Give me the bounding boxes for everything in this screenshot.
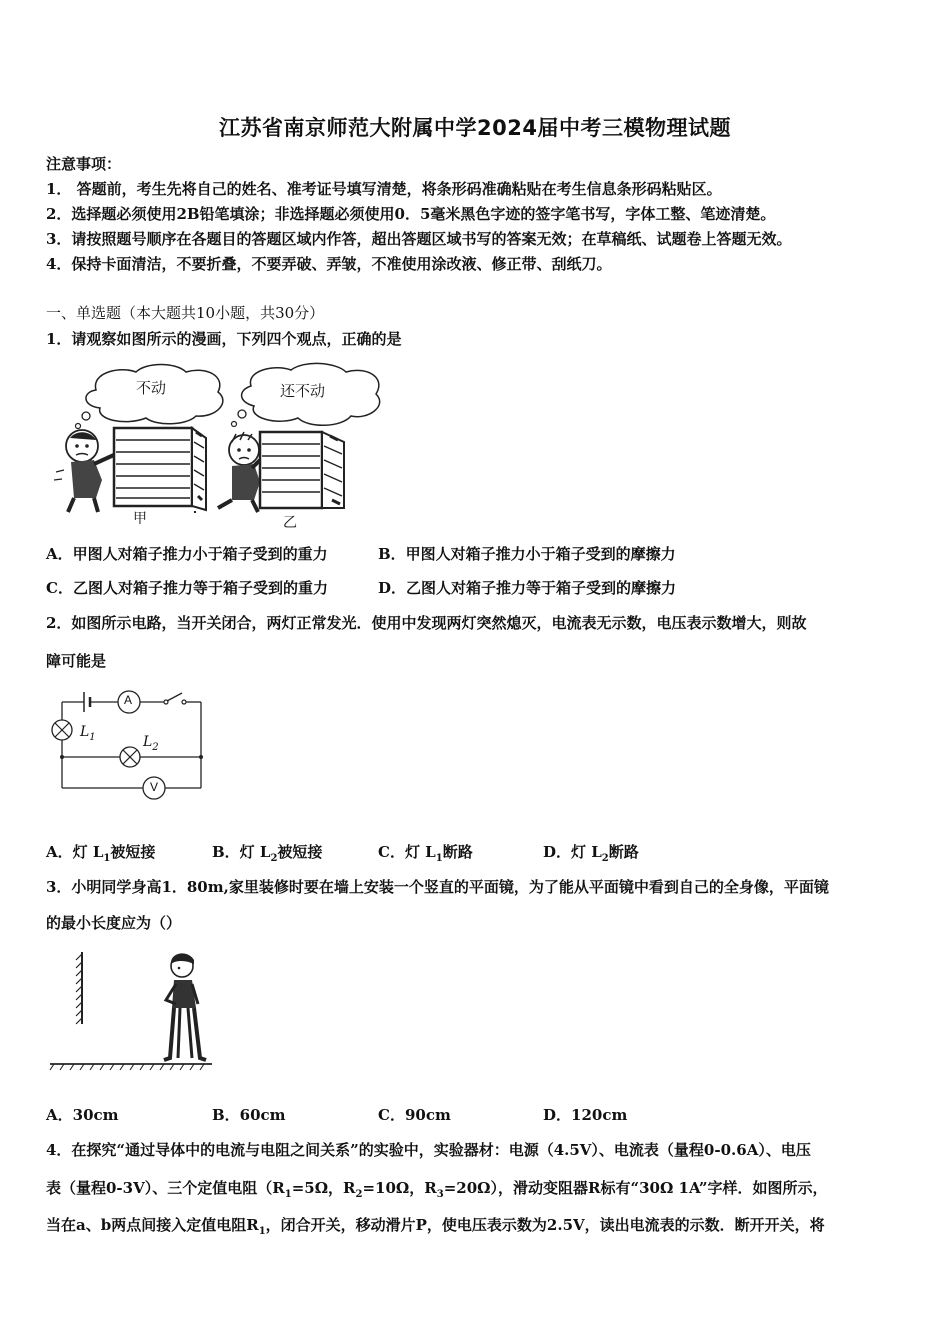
q1-option-b[interactable]: B．甲图人对箱子推力小于箱子受到的摩擦力 bbox=[378, 545, 676, 563]
label-yi: 乙 bbox=[283, 515, 297, 531]
q3-mirror-figure bbox=[48, 946, 218, 1074]
q2-option-d[interactable]: D．灯 $L_2$断路 bbox=[543, 843, 639, 864]
section-heading: 一、单选题（本大题共10小题，共30分） bbox=[46, 304, 325, 322]
q3-stem-line-2: 的最小长度应为（） bbox=[46, 914, 182, 932]
notice-item-2: 2．选择题必须使用2B铅笔填涂；非选择题必须使用0．5毫米黑色字迹的签字笔书写，字体工整、笔迹清楚。 bbox=[46, 205, 776, 223]
q3-option-d[interactable]: D．120cm bbox=[543, 1106, 628, 1124]
q4-line-2: 表（量程0-3V）、三个定值电阻（$R_1=5\Omega$，$R_2=10\Omega$，$R_3=20\Omega$），滑动变阻器R标有“30Ω 1A”字样．如图所示， bbox=[46, 1179, 828, 1200]
notice-item-1: 1． 答题前，考生先将自己的姓名、准考证号填写清楚，将条形码准确粘贴在考生信息条形码粘贴区。 bbox=[46, 180, 722, 198]
q2-option-b[interactable]: B．灯 $L_2$被短接 bbox=[212, 843, 323, 864]
page-title: 江苏省南京师范大附属中学2024届中考三模物理试题 bbox=[219, 116, 731, 140]
q4-line-3: 当在a、b两点间接入定值电阻$R_1$，闭合开关，移动滑片P，使电压表示数为2.5V，读出电流表的示数．断开开关，将 bbox=[46, 1216, 825, 1237]
q1-stem: 1．请观察如图所示的漫画，下列四个观点，正确的是 bbox=[46, 330, 402, 348]
q4-line-1: 4．在探究“通过导体中的电流与电阻之间关系”的实验中，实验器材：电源（4.5V）、电流表（量程0-0.6A）、电压 bbox=[46, 1141, 811, 1159]
q3-option-a[interactable]: A．30cm bbox=[46, 1106, 119, 1124]
label-jia: 甲 bbox=[133, 511, 147, 527]
notice-item-3: 3．请按照题号顺序在各题目的答题区域内作答，超出答题区域书写的答案无效；在草稿纸、试题卷上答题无效。 bbox=[46, 230, 792, 248]
ammeter-label: A bbox=[124, 693, 133, 707]
l1-label: $L_1$ bbox=[80, 724, 96, 743]
q3-option-c[interactable]: C．90cm bbox=[378, 1106, 451, 1124]
q1-option-c[interactable]: C．乙图人对箱子推力等于箱子受到的重力 bbox=[46, 579, 328, 597]
notice-heading: 注意事项： bbox=[46, 155, 122, 173]
bubble-left-text: 不动 bbox=[136, 379, 167, 397]
q2-option-a[interactable]: A．灯 $L_1$被短接 bbox=[46, 843, 156, 864]
q3-option-b[interactable]: B．60cm bbox=[212, 1106, 286, 1124]
q3-stem-line-1: 3．小明同学身高1．80m,家里装修时要在墙上安装一个竖直的平面镜，为了能从平面镜中看到自己的全身像，平面镜 bbox=[46, 878, 829, 896]
q2-stem-line-1: 2．如图所示电路，当开关闭合，两灯正常发光．使用中发现两灯突然熄灭，电流表无示数，电压表示数增大，则故 bbox=[46, 614, 807, 632]
voltmeter-label: V bbox=[150, 780, 159, 794]
notice-item-4: 4．保持卡面清洁，不要折叠，不要弄破、弄皱，不准使用涂改液、修正带、刮纸刀。 bbox=[46, 255, 612, 273]
bubble-right-text: 还不动 bbox=[280, 382, 326, 400]
q1-option-a[interactable]: A．甲图人对箱子推力小于箱子受到的重力 bbox=[46, 545, 328, 563]
q2-option-c[interactable]: C．灯 $L_1$断路 bbox=[378, 843, 473, 864]
q1-option-d[interactable]: D．乙图人对箱子推力等于箱子受到的摩擦力 bbox=[378, 579, 677, 597]
q1-cartoon-figure bbox=[46, 362, 391, 532]
l2-label: $L_2$ bbox=[143, 734, 159, 753]
q2-stem-line-2: 障可能是 bbox=[46, 652, 107, 670]
